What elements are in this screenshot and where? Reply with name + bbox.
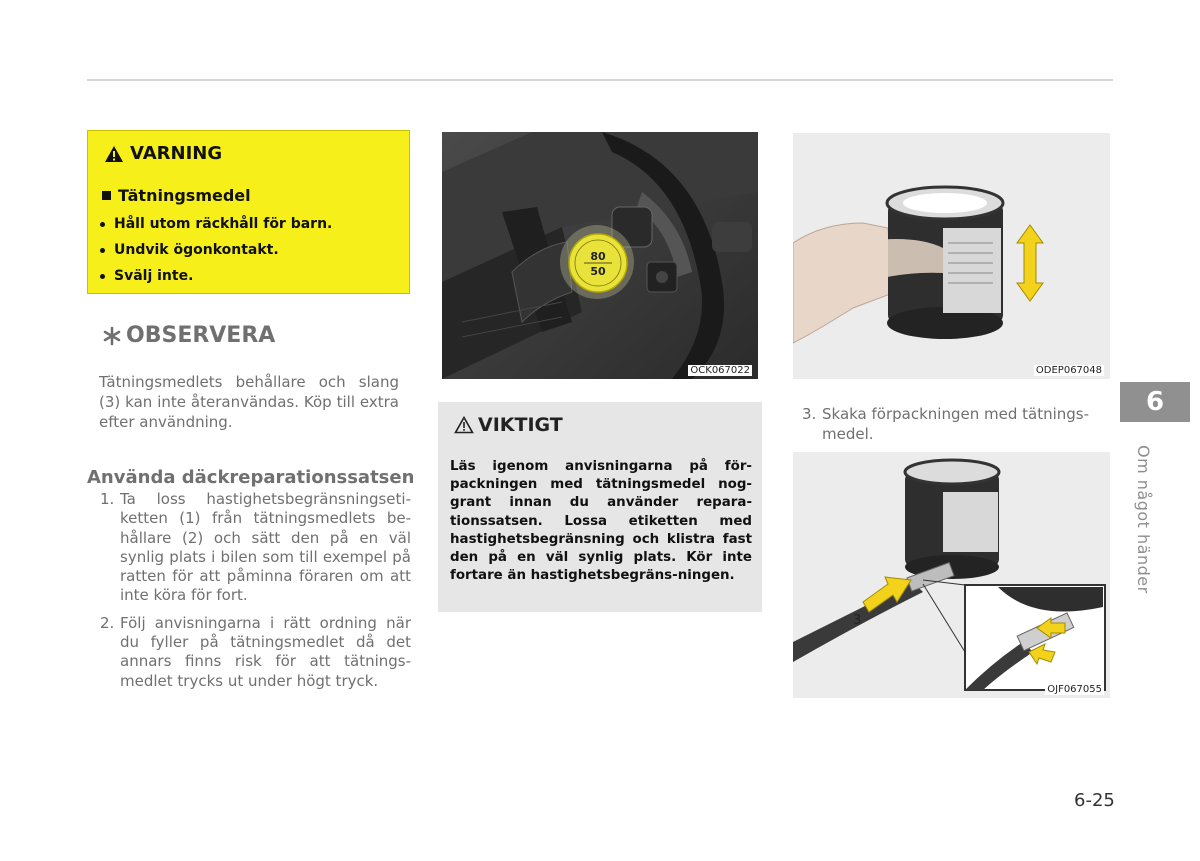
image-code: OJF067055 — [1047, 684, 1102, 695]
bullet-icon — [100, 248, 105, 253]
step-text: Skaka förpackningen med tätnings-medel. — [822, 405, 1090, 443]
warning-box — [87, 130, 410, 294]
image-code: OCK067022 — [690, 365, 750, 376]
connect-image — [793, 452, 1110, 698]
step-item — [100, 614, 411, 691]
step-item — [802, 404, 1114, 444]
step-item — [100, 490, 411, 606]
section-title: Använda däckreparationssatsen — [87, 467, 415, 488]
chapter-tab[interactable]: 6 — [1120, 382, 1190, 422]
warning-title: VARNING — [104, 143, 222, 164]
square-bullet-icon — [102, 191, 111, 200]
shake-image — [793, 133, 1110, 379]
warning-item: Håll utom räckhåll för barn. — [100, 211, 332, 237]
header-rule — [87, 79, 1113, 81]
important-box — [438, 402, 762, 612]
warning-subtitle: Tätningsmedel — [102, 186, 251, 205]
bullet-icon — [100, 274, 105, 279]
note-text: Tätningsmedlets behållare och slang (3) kan inte återanvändas. Köp till extra efter användning. — [99, 373, 399, 431]
speed-label-bottom: 50 — [590, 265, 606, 278]
chapter-label: Om något händer — [1134, 445, 1153, 594]
caution-triangle-icon — [454, 416, 474, 434]
page-number: 6-25 — [1074, 790, 1115, 811]
step-text: Ta loss hastighetsbegränsningseti-ketten (1) från tätningsmedlets be-hållare (2) och sätt den på en väl synlig plats i bilen som till exempel på ratten för att påminna föraren om att inte köra för fort. — [120, 490, 411, 605]
asterisk-icon — [102, 326, 122, 346]
step-number: 2. — [100, 613, 115, 632]
step-number: 3. — [802, 405, 817, 423]
warning-item: Svälj inte. — [100, 263, 332, 289]
warning-item: Undvik ögonkontakt. — [100, 237, 332, 263]
step-text: Följ anvisningarna i rätt ordning när du fyller på tätningsmedlet då det annars finns risk för att tätnings-medlet trycks ut under högt tryck. — [120, 613, 411, 690]
important-text: Läs igenom anvisningarna på för-packningen med tätningsmedel nog-grant innan du använder repara-tionssatsen. Lossa etiketten med hastighetsbegränsning och klistra fast den på en väl synlig plats. Kör inte fortare än hastighetsbegräns-ningen. — [450, 459, 752, 584]
bullet-icon — [100, 222, 105, 227]
dashboard-image — [442, 132, 758, 379]
speed-label-top: 80 — [590, 250, 606, 263]
note-title: OBSERVERA — [102, 323, 275, 348]
callout-number: 3 — [853, 613, 862, 628]
steps-list — [100, 490, 411, 691]
warning-list — [100, 211, 332, 289]
warning-triangle-icon — [104, 145, 124, 163]
image-code: ODEP067048 — [1035, 365, 1102, 376]
important-title: VIKTIGT — [454, 414, 563, 436]
step-number: 1. — [100, 490, 115, 508]
